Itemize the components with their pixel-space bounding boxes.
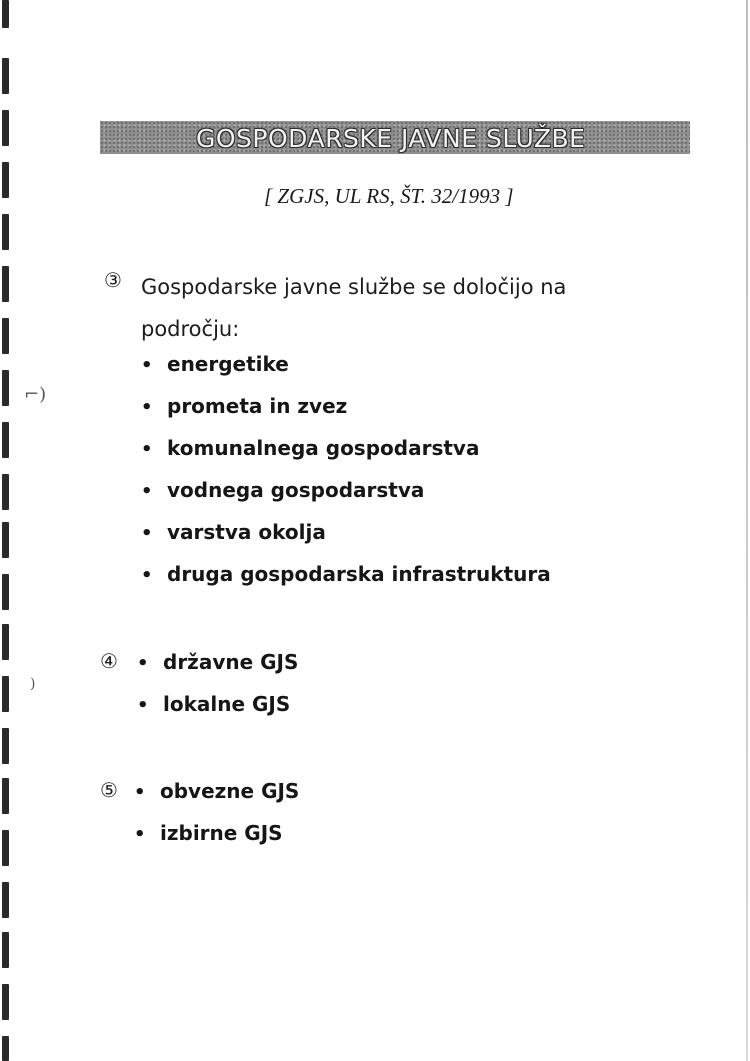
binding-hole	[2, 984, 9, 1020]
legal-citation: [ ZGJS, UL RS, ŠT. 32/1993 ]	[264, 184, 514, 208]
list-item	[137, 641, 298, 683]
list-item-label: prometa in zvez	[167, 394, 348, 418]
page-edge	[746, 0, 748, 1061]
list-item	[141, 385, 551, 427]
binding-holes	[0, 0, 20, 1061]
binding-hole	[2, 778, 9, 814]
list-item	[141, 511, 551, 553]
list-item	[134, 770, 299, 812]
bullet: •	[141, 355, 153, 376]
page-title: GOSPODARSKE JAVNE SLUŽBE	[196, 124, 586, 153]
list-item	[141, 469, 551, 511]
list-item-label: državne GJS	[163, 650, 299, 674]
binding-hole	[2, 318, 9, 354]
binding-hole	[2, 676, 9, 712]
section-5-marker: ⑤	[100, 778, 118, 802]
binding-hole	[2, 522, 9, 558]
binding-hole	[2, 422, 9, 458]
list-item-label: lokalne GJS	[163, 692, 291, 716]
binding-hole	[2, 1036, 9, 1061]
list-item-label: vodnega gospodarstva	[167, 478, 425, 502]
bullet: •	[141, 397, 153, 418]
section-3-intro: Gospodarske javne službe se določijo na področju:	[141, 275, 567, 341]
bullet: •	[137, 653, 149, 674]
list-item	[137, 683, 298, 725]
bullet: •	[137, 695, 149, 716]
binding-hole	[2, 266, 9, 302]
bullet: •	[134, 782, 146, 803]
binding-hole	[2, 830, 9, 866]
list-item-label: varstva okolja	[167, 520, 326, 544]
binding-hole	[2, 0, 9, 28]
binding-hole	[2, 214, 9, 250]
binding-hole	[2, 474, 9, 510]
list-item-label: energetike	[167, 352, 289, 376]
binding-hole	[2, 58, 9, 94]
list-item-label: komunalnega gospodarstva	[167, 436, 480, 460]
binding-hole	[2, 624, 9, 660]
binding-hole	[2, 728, 9, 764]
binding-hole	[2, 162, 9, 198]
section-4-marker: ④	[100, 649, 118, 673]
margin-mark: )	[30, 676, 36, 692]
list-item-label: obvezne GJS	[160, 779, 300, 803]
bullet: •	[141, 439, 153, 460]
binding-hole	[2, 574, 9, 610]
bullet: •	[141, 481, 153, 502]
list-item	[134, 812, 299, 854]
section-5-list	[134, 770, 299, 854]
bullet: •	[141, 565, 153, 586]
binding-hole	[2, 370, 9, 406]
list-item	[141, 343, 551, 385]
binding-hole	[2, 882, 9, 918]
binding-hole	[2, 932, 9, 968]
section-4-list	[137, 641, 298, 725]
list-item-label: izbirne GJS	[160, 821, 283, 845]
margin-mark: ⌐)	[24, 384, 47, 405]
bullet: •	[141, 523, 153, 544]
list-item-label: druga gospodarska infrastruktura	[167, 562, 551, 586]
bullet: •	[134, 824, 146, 845]
list-item	[141, 427, 551, 469]
binding-hole	[2, 110, 9, 146]
section-3-marker: ③	[104, 268, 122, 292]
section-3-list	[141, 343, 551, 595]
list-item	[141, 553, 551, 595]
